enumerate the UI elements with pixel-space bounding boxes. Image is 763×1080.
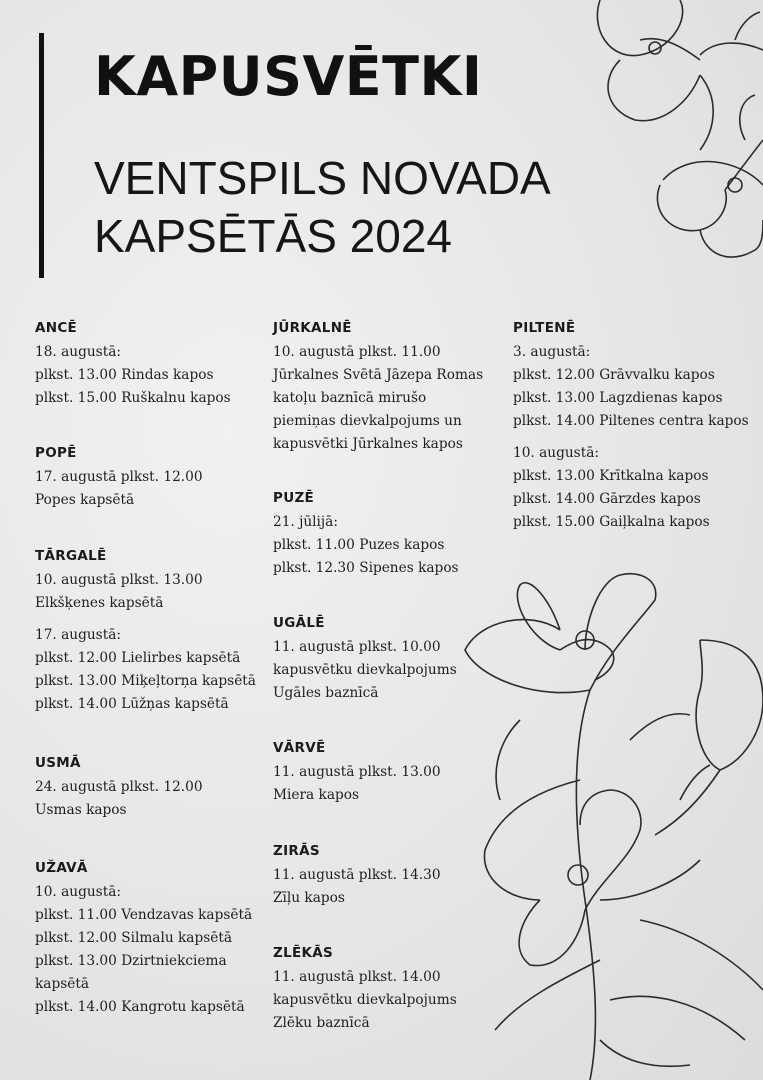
schedule-line: 3. augustā: [513,344,591,360]
schedule-line: 10. augustā plkst. 11.00 [273,344,441,360]
schedule-line: plkst. 14.00 Gārzdes kapos [513,491,701,507]
schedule-line: plkst. 15.00 Gaiļkalna kapos [513,514,710,530]
schedule-line: 18. augustā: [35,344,121,360]
section-piltene [513,320,758,534]
schedule-line: 24. augustā plkst. 12.00 [35,779,203,795]
section-varve [273,740,508,807]
schedule-line: plkst. 13.00 Rindas kapos [35,367,214,383]
schedule-line: Jūrkalnes Svētā Jāzepa Romas katoļu baznīcā mirušo piemiņas dievkalpojums un kapusvētki Jūrkalnes kapos [273,367,484,452]
section-ziras [273,843,508,910]
schedule-line: 11. augustā plkst. 10.00 [273,639,441,655]
schedule-line: plkst. 12.00 Grāvvalku kapos [513,367,715,383]
schedule-line: Miera kapos [273,787,360,803]
section-title: ZIRĀS [273,843,320,859]
section-ugale [273,615,508,705]
section-title: TĀRGALĒ [35,548,107,564]
schedule-line: 11. augustā plkst. 14.00 [273,969,441,985]
schedule-line: plkst. 12.30 Sipenes kapos [273,560,459,576]
schedule-line: Elkšķenes kapsētā [35,595,164,611]
schedule-line: 10. augustā plkst. 13.00 [35,572,203,588]
schedule-line: plkst. 11.00 Vendzavas kapsētā [35,907,253,923]
section-puze [273,490,508,580]
schedule-line: kapusvētku dievkalpojums [273,662,457,678]
schedule-line: plkst. 14.00 Piltenes centra kapos [513,413,749,429]
top-flower-icon [597,0,763,257]
subtitle-line-1: VENTSPILS NOVADA [94,152,551,204]
section-title: UŽAVĀ [35,860,88,876]
title-accent-bar [39,33,44,278]
schedule-line: 11. augustā plkst. 13.00 [273,764,441,780]
bottom-flower-icon [465,574,763,1080]
section-title: UGĀLĒ [273,615,325,631]
schedule-line: plkst. 11.00 Puzes kapos [273,537,445,553]
schedule-line: 17. augustā plkst. 12.00 [35,469,203,485]
section-targale [35,548,267,716]
schedule-line: plkst. 13.00 Krītkalna kapos [513,468,709,484]
schedule-line: Ugāles baznīcā [273,685,379,701]
schedule-line: plkst. 15.00 Ruškalnu kapos [35,390,231,406]
schedule-line: plkst. 12.00 Silmalu kapsētā [35,930,233,946]
schedule-line: 10. augustā: [35,884,121,900]
section-jurkalne [273,320,508,456]
schedule-line: Popes kapsētā [35,492,135,508]
section-title: ANCĒ [35,320,78,336]
schedule-line: plkst. 13.00 Lagzdienas kapos [513,390,723,406]
section-title: PUZĒ [273,490,315,506]
section-zlekas [273,945,508,1035]
schedule-line: plkst. 13.00 Miķeļtorņa kapsētā [35,673,256,689]
schedule-line: plkst. 14.00 Kangrotu kapsētā [35,999,245,1015]
schedule-line: 11. augustā plkst. 14.30 [273,867,441,883]
section-title: JŪRKALNĒ [273,320,352,336]
schedule-line: plkst. 14.00 Lūžņas kapsētā [35,696,229,712]
section-title: USMĀ [35,755,81,771]
schedule-line: Zīļu kapos [273,890,345,906]
schedule-line: 21. jūlijā: [273,514,338,530]
schedule-line: plkst. 12.00 Lielirbes kapsētā [35,650,241,666]
schedule-line: kapusvētku dievkalpojums [273,992,457,1008]
schedule-line: Usmas kapos [35,802,127,818]
page-title: KAPUSVĒTKI [94,45,483,108]
section-title: ZLĒKĀS [273,945,334,961]
schedule-line: 17. augustā: [35,627,121,643]
section-uzava [35,860,267,1019]
schedule-line: 10. augustā: [513,445,599,461]
section-title: VĀRVĒ [273,740,326,756]
schedule-line: Zlēku baznīcā [273,1015,370,1031]
section-ance [35,320,267,410]
section-pope [35,445,267,512]
subtitle-line-2: KAPSĒTĀS 2024 [94,210,452,262]
section-title: PILTENĒ [513,320,576,336]
section-usma [35,755,267,822]
section-title: POPĒ [35,445,77,461]
schedule-line: plkst. 13.00 Dzirtniekciema kapsētā [35,953,227,992]
